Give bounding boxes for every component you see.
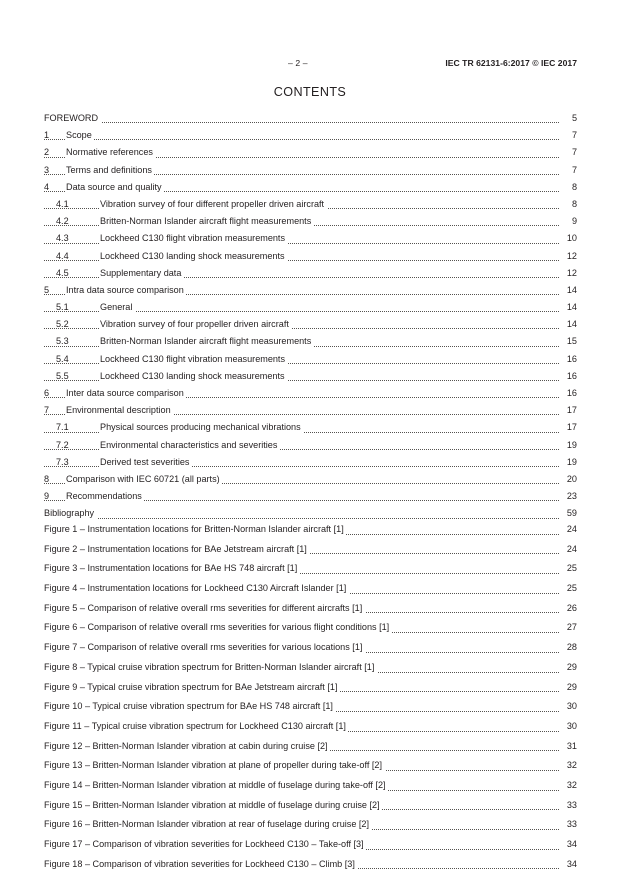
figure-entry[interactable]: [44, 796, 577, 816]
figure-entry-label[interactable]: Figure 7 – Comparison of relative overall rms severities for various locations [1]: [44, 638, 365, 658]
toc-entry-label[interactable]: Derived test severities: [100, 454, 192, 471]
figure-entry-label[interactable]: Figure 15 – Britten-Norman Islander vibration at middle of fuselage during cruise [2]: [44, 796, 382, 816]
toc-entry[interactable]: [44, 316, 577, 333]
figure-entry-page[interactable]: 30: [560, 697, 577, 717]
figure-entry[interactable]: [44, 559, 577, 579]
toc-entry-number: 4.5: [56, 267, 69, 278]
toc-entry-number: 9: [44, 491, 50, 502]
toc-entry-label[interactable]: Vibration survey of four propeller driven aircraft: [100, 316, 291, 333]
table-of-contents: [44, 110, 577, 523]
list-of-figures: [44, 520, 577, 874]
toc-entry-label[interactable]: Lockheed C130 landing shock measurements: [100, 248, 287, 265]
figure-entry-label[interactable]: Figure 14 – Britten-Norman Islander vibration at middle of fuselage during take-off [2]: [44, 776, 388, 796]
toc-entry-number: 4.2: [56, 216, 69, 227]
figure-entry[interactable]: [44, 697, 577, 717]
toc-entry-number: 5.2: [56, 319, 69, 330]
figure-entry-label[interactable]: Figure 6 – Comparison of relative overall rms severities for various flight conditions [1]: [44, 618, 392, 638]
figure-entry[interactable]: [44, 678, 577, 698]
toc-entry-number: 2: [44, 147, 50, 158]
toc-entry-page[interactable]: 23: [560, 488, 577, 505]
toc-entry-label[interactable]: Britten-Norman Islander aircraft flight measurements: [100, 333, 314, 350]
toc-entry[interactable]: [44, 110, 577, 127]
figure-entry[interactable]: [44, 756, 577, 776]
toc-entry[interactable]: [44, 265, 577, 282]
toc-entry-page[interactable]: 19: [560, 437, 577, 454]
toc-entry-page[interactable]: 16: [560, 385, 577, 402]
toc-entry-page[interactable]: 14: [560, 282, 577, 299]
figure-entry-page[interactable]: 27: [560, 618, 577, 638]
toc-entry-label[interactable]: Environmental description: [66, 402, 173, 419]
toc-entry[interactable]: [44, 127, 577, 144]
toc-entry-number: 7: [44, 405, 50, 416]
figure-entry-page[interactable]: 25: [560, 579, 577, 599]
figure-entry[interactable]: [44, 835, 577, 855]
figure-entry-page[interactable]: 30: [560, 717, 577, 737]
toc-entry-page[interactable]: 10: [560, 230, 577, 247]
toc-entry[interactable]: [44, 471, 577, 488]
toc-entry-label[interactable]: General: [100, 299, 135, 316]
toc-entry[interactable]: [44, 454, 577, 471]
figure-entry-page[interactable]: 34: [560, 855, 577, 875]
figure-entry[interactable]: [44, 618, 577, 638]
figure-entry-label[interactable]: Figure 16 – Britten-Norman Islander vibration at rear of fuselage during cruise [2]: [44, 815, 372, 835]
toc-entry-label[interactable]: Britten-Norman Islander aircraft flight measurements: [100, 213, 314, 230]
figure-entry-label[interactable]: Figure 13 – Britten-Norman Islander vibration at plane of propeller during take-off [2]: [44, 756, 385, 776]
figure-entry-page[interactable]: 32: [560, 756, 577, 776]
toc-entry-page[interactable]: 7: [560, 127, 577, 144]
toc-entry[interactable]: [44, 179, 577, 196]
figure-entry-page[interactable]: 24: [560, 540, 577, 560]
toc-entry[interactable]: [44, 419, 577, 436]
figure-entry-page[interactable]: 31: [560, 737, 577, 757]
toc-entry-number: 5.4: [56, 353, 69, 364]
toc-entry-label[interactable]: Lockheed C130 landing shock measurements: [100, 368, 287, 385]
figure-entry-label[interactable]: Figure 1 – Instrumentation locations for Britten-Norman Islander aircraft [1]: [44, 520, 346, 540]
toc-entry-label[interactable]: Recommendations: [66, 488, 144, 505]
toc-entry-label[interactable]: FOREWORD: [44, 110, 101, 127]
figure-entry-label[interactable]: Figure 12 – Britten-Norman Islander vibration at cabin during cruise [2]: [44, 737, 330, 757]
toc-entry-page[interactable]: 7: [560, 144, 577, 161]
figure-entry[interactable]: [44, 638, 577, 658]
page-folio: – 2 –: [288, 58, 308, 68]
toc-entry[interactable]: [44, 248, 577, 265]
figure-entry-label[interactable]: Figure 18 – Comparison of vibration severities for Lockheed C130 – Climb [3]: [44, 855, 357, 875]
document-reference: IEC TR 62131-6:2017 © IEC 2017: [445, 58, 577, 68]
figure-entry[interactable]: [44, 815, 577, 835]
toc-entry-page[interactable]: 59: [560, 505, 577, 522]
toc-entry-page[interactable]: 12: [560, 248, 577, 265]
toc-entry-number: 4.3: [56, 233, 69, 244]
figure-entry-page[interactable]: 33: [560, 815, 577, 835]
toc-entry-label[interactable]: Scope: [66, 127, 94, 144]
toc-entry-number: 4.4: [56, 250, 69, 261]
toc-entry-label[interactable]: Inter data source comparison: [66, 385, 186, 402]
page-title: CONTENTS: [273, 85, 347, 99]
figure-entry-page[interactable]: 32: [560, 776, 577, 796]
toc-entry[interactable]: [44, 402, 577, 419]
figure-entry[interactable]: [44, 658, 577, 678]
toc-entry[interactable]: [44, 230, 577, 247]
running-header: [44, 58, 577, 72]
toc-entry-page[interactable]: 7: [560, 162, 577, 179]
toc-entry[interactable]: [44, 368, 577, 385]
figure-entry-label[interactable]: Figure 5 – Comparison of relative overall rms severities for different aircrafts [1]: [44, 599, 365, 619]
toc-entry[interactable]: [44, 385, 577, 402]
toc-entry-page[interactable]: 15: [560, 333, 577, 350]
figure-entry-label[interactable]: Figure 11 – Typical cruise vibration spectrum for Lockheed C130 aircraft [1]: [44, 717, 348, 737]
toc-entry[interactable]: [44, 299, 577, 316]
toc-entry-number: 4: [44, 181, 50, 192]
toc-entry-page[interactable]: 19: [560, 454, 577, 471]
toc-entry-page[interactable]: 14: [560, 316, 577, 333]
dot-leader: [44, 139, 577, 140]
toc-entry-number: 4.1: [56, 198, 69, 209]
figure-entry-page[interactable]: 24: [560, 520, 577, 540]
toc-entry-label[interactable]: Vibration survey of four different propeller driven aircraft: [100, 196, 327, 213]
toc-entry-label[interactable]: Data source and quality: [66, 179, 164, 196]
toc-entry-label[interactable]: Intra data source comparison: [66, 282, 186, 299]
toc-entry-label[interactable]: Terms and definitions: [66, 162, 154, 179]
toc-entry-number: 7.1: [56, 422, 69, 433]
toc-entry-number: 5: [44, 284, 50, 295]
toc-entry-label[interactable]: Supplementary data: [100, 265, 184, 282]
figure-entry[interactable]: [44, 717, 577, 737]
toc-entry[interactable]: [44, 333, 577, 350]
figure-entry[interactable]: [44, 776, 577, 796]
toc-entry-page[interactable]: 16: [560, 368, 577, 385]
toc-entry-number: 8: [44, 473, 50, 484]
toc-entry[interactable]: [44, 282, 577, 299]
figure-entry-label[interactable]: Figure 9 – Typical cruise vibration spectrum for BAe Jetstream aircraft [1]: [44, 678, 340, 698]
figure-entry-label[interactable]: Figure 3 – Instrumentation locations for BAe HS 748 aircraft [1]: [44, 559, 300, 579]
toc-entry[interactable]: [44, 144, 577, 161]
toc-entry[interactable]: [44, 196, 577, 213]
figure-entry-label[interactable]: Figure 2 – Instrumentation locations for BAe Jetstream aircraft [1]: [44, 540, 309, 560]
toc-entry[interactable]: [44, 162, 577, 179]
figure-entry-label[interactable]: Figure 4 – Instrumentation locations for Lockheed C130 Aircraft Islander [1]: [44, 579, 349, 599]
toc-entry[interactable]: [44, 437, 577, 454]
toc-entry-page[interactable]: 17: [560, 419, 577, 436]
toc-entry-page[interactable]: 20: [560, 471, 577, 488]
toc-entry-number: 5.1: [56, 302, 69, 313]
toc-entry-page[interactable]: 14: [560, 299, 577, 316]
figure-entry-label[interactable]: Figure 8 – Typical cruise vibration spectrum for Britten-Norman Islander aircraft [1]: [44, 658, 377, 678]
toc-entry-label[interactable]: Normative references: [66, 144, 155, 161]
toc-entry-page[interactable]: 8: [560, 179, 577, 196]
toc-entry-page[interactable]: 8: [560, 196, 577, 213]
dot-leader: [44, 518, 577, 519]
figure-entry[interactable]: [44, 520, 577, 540]
figure-entry[interactable]: [44, 855, 577, 875]
toc-entry-label[interactable]: Bibliography: [44, 505, 97, 522]
figure-entry-page[interactable]: 26: [560, 599, 577, 619]
toc-entry-label[interactable]: Lockheed C130 flight vibration measurements: [100, 230, 288, 247]
toc-entry-number: 7.3: [56, 456, 69, 467]
figure-entry-page[interactable]: 25: [560, 559, 577, 579]
toc-entry-page[interactable]: 5: [560, 110, 577, 127]
toc-entry-number: 6: [44, 388, 50, 398]
toc-entry[interactable]: [44, 213, 577, 230]
toc-entry-page[interactable]: 17: [560, 402, 577, 419]
toc-entry[interactable]: [44, 351, 577, 368]
toc-entry-label[interactable]: Lockheed C130 flight vibration measurements: [100, 351, 288, 368]
toc-entry-number: 3: [44, 164, 50, 175]
figure-entry[interactable]: [44, 579, 577, 599]
dot-leader: [44, 122, 577, 123]
figure-entry[interactable]: [44, 737, 577, 757]
toc-entry-label[interactable]: Physical sources producing mechanical vibrations: [100, 419, 303, 436]
figure-entry-label[interactable]: Figure 17 – Comparison of vibration severities for Lockheed C130 – Take-off [3]: [44, 835, 366, 855]
figure-entry-label[interactable]: Figure 10 – Typical cruise vibration spectrum for BAe HS 748 aircraft [1]: [44, 697, 335, 717]
figure-entry-page[interactable]: 29: [560, 678, 577, 698]
toc-entry-label[interactable]: Environmental characteristics and severities: [100, 437, 280, 454]
figure-entry-page[interactable]: 28: [560, 638, 577, 658]
toc-entry-page[interactable]: 12: [560, 265, 577, 282]
toc-entry-label[interactable]: Comparison with IEC 60721 (all parts): [66, 471, 222, 488]
figure-entry-page[interactable]: 29: [560, 658, 577, 678]
toc-entry-number: 5.5: [56, 370, 69, 381]
toc-entry-number: 1: [44, 130, 50, 141]
toc-entry-number: 7.2: [56, 439, 69, 450]
figure-entry[interactable]: [44, 540, 577, 560]
toc-entry-number: 5.3: [56, 336, 69, 347]
toc-entry-page[interactable]: 9: [560, 213, 577, 230]
figure-entry[interactable]: [44, 599, 577, 619]
figure-entry-page[interactable]: 33: [560, 796, 577, 816]
figure-entry-page[interactable]: 34: [560, 835, 577, 855]
toc-entry-page[interactable]: 16: [560, 351, 577, 368]
toc-entry[interactable]: [44, 488, 577, 505]
